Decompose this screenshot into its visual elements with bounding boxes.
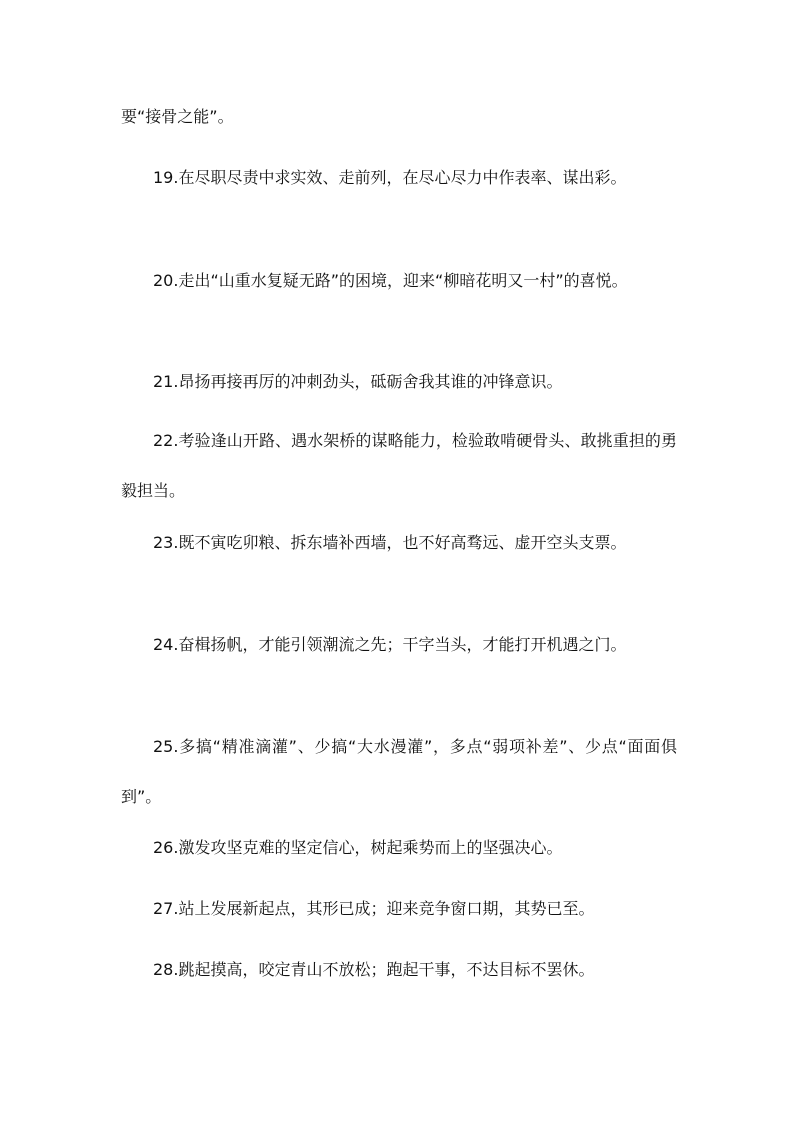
paragraph-item-24: 24.奋楫扬帆，才能引领潮流之先；干字当头，才能打开机遇之门。 <box>153 635 627 654</box>
paragraph-item-19: 19.在尽职尽责中求实效、走前列，在尽心尽力中作表率、谋出彩。 <box>153 168 627 187</box>
paragraph-continuation: 要“接骨之能”。 <box>121 107 234 126</box>
paragraph-item-21: 21.昂扬再接再厉的冲刺劲头，砥砺舍我其谁的冲锋意识。 <box>153 372 563 391</box>
paragraph-item-28: 28.跳起摸高，咬定青山不放松；跑起干事，不达目标不罢休。 <box>153 960 595 979</box>
paragraph-item-20: 20.走出“山重水复疑无路”的困境，迎来“柳暗花明又一村”的喜悦。 <box>153 271 628 290</box>
paragraph-item-25: 25.多搞“精准滴灌”、少搞“大水漫灌”，多点“弱项补差”、少点“面面俱到”。 <box>121 737 677 806</box>
paragraph-item-22: 22.考验逢山开路、遇水架桥的谋略能力，检验敢啃硬骨头、敢挑重担的勇毅担当。 <box>121 431 677 500</box>
paragraph-item-27: 27.站上发展新起点，其形已成；迎来竞争窗口期，其势已至。 <box>153 899 595 918</box>
paragraph-item-26: 26.激发攻坚克难的坚定信心，树起乘势而上的坚强决心。 <box>153 838 563 857</box>
paragraph-item-23: 23.既不寅吃卯粮、拆东墙补西墙，也不好高骛远、虚开空头支票。 <box>153 533 627 552</box>
